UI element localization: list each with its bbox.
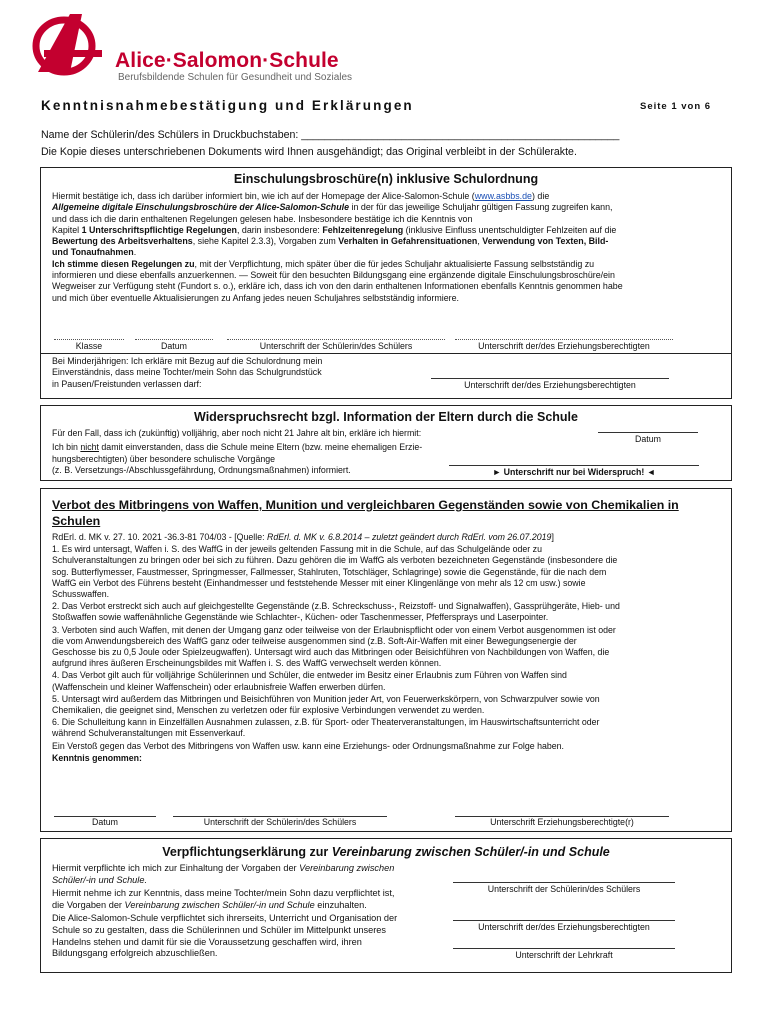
commitment-student-signature-line[interactable] xyxy=(453,882,675,883)
guardian-signature-line[interactable] xyxy=(455,339,673,340)
teacher-signature-line[interactable] xyxy=(453,948,675,949)
weapons-text: RdErl. d. MK v. 27. 10. 2021 -36.3-81 704/03 - [Quelle: RdErl. d. MK v. 6.8.2014 – zuletzt geändert durch RdErl. vom 26.07.2019] 1. Es wird untersagt, Waffen i. S. des WaffG in der jeweils geltenden Fassung mit in die Schule, auf das Schulgelände oder zu Schulveranstaltungen zu bringen oder bei sich zu führen. Dazu gehören die im WaffG als verboten bezeichneten Gegenstände (insbesondere die sog. Butterflymesser, Faustmesser, Springmesser, Fallmesser, Stahlruten, Totschläger, Schlagringe) sowie die Gegenstände, für die nach dem WaffG ein Verbot des Führens besteht (Einhandmesser und feststehende Messer mit einer Klingenlänge von mehr als 12 cm usw.) sowie Schusswaffen. 2. Das Verbot erstreckt sich auch auf gleichgestellte Gegenstände (z.B. Schreckschuss-, Reizstoff- und Signalwaffen), Gassprühgeräte, Hieb- und Stoßwaffen sowie waffenähnliche Gegenstände wie Schlachter-, Küchen- oder Taschenmesser, Pfeffersprays und Laserpointer. 3. Verboten sind auch Waffen, mit denen der Umgang ganz oder teilweise von der Erlaubnispflicht oder von einem Verbot ausgenommen ist oder die vom Anwendungsbereich des WaffG ganz oder teilweise ausgenommen sind (z.B. Soft-Air-Waffen mit einer Bewegungsenergie der Geschosse bis zu 0,5 Joule oder Spielzeugwaffen). Untersagt wird auch das Mitbringen oder Beisichführen von Nachbildungen von Waffen, die aufgrund ihres äußeren Erscheinungsbildes mit Waffen i. S. des WaffG verwechselt werden können. 4. Das Verbot gilt auch für volljährige Schülerinnen und Schüler, die entweder im Besitz einer Erlaubnis zum Führen von Waffen sind (Waffenschein und kleiner Waffenschein) oder erlaubnisfreie Waffen erwerben dürfen. 5. Untersagt wird außerdem das Mitbringen und Beisichführen von Munition jeder Art, von Feuerwerkskörpern, von Schwarzpulver sowie von Chemikalien, die geeignet sind, Menschen zu verletzen oder für explosive Verbindungen verwendet zu werden. 6. Die Schulleitung kann in Einzelfällen Ausnahmen zulassen, z.B. für Sport- oder Theaterveranstaltungen, im Hauswirtschaftsunterricht oder während Schulveranstaltungen mit Essenverkauf. Ein Verstoß gegen das Verbot des Mitbringens von Waffen usw. kann eine Erziehungs- oder Ordnungsmaßnahme zur Folge haben. Kenntnis genommen: xyxy=(52,532,728,764)
class-signature-line[interactable] xyxy=(54,339,124,340)
student-name-field[interactable]: Name der Schülerin/des Schülers in Druckbuchstaben: ______________________________________________________ xyxy=(41,129,620,141)
school-logo xyxy=(30,12,110,76)
date-signature-line[interactable] xyxy=(135,339,213,340)
commitment-guardian-signature-label: Unterschrift der/des Erziehungsberechtigten xyxy=(478,922,650,932)
student-signature-label: Unterschrift der Schülerin/des Schülers xyxy=(259,341,413,351)
copy-note: Die Kopie dieses unterschriebenen Dokuments wird Ihnen ausgehändigt; das Original verbleibt in der Schülerakte. xyxy=(41,146,577,158)
objection-text: Für den Fall, dass ich (zukünftig) volljährig, aber noch nicht 21 Jahre alt bin, erkläre ich hiermit: Ich bin nicht damit einverstanden, dass die Schule meine Eltern (bzw. meine ehemaligen Erzie- hungsberechtigten) über besondere schulische Vorgänge (z. B. Versetzungs-/Abschlussgefährdung, Ordnungsmaßnahmen) informiert. xyxy=(52,428,423,475)
objection-signature-line[interactable] xyxy=(449,465,699,466)
objection-section xyxy=(40,405,732,481)
brochure-text: Hiermit bestätige ich, dass ich darüber informiert bin, wie ich auf der Homepage der Alice-Salomon-Schule (www.asbbs.de) die Allgemeine digitale Einschulungsbroschüre der Alice-Salomon-Schule in der für das jeweilige Schuljahr gültigen Fassung zugreifen kann, und dass ich die darin enthaltenen Regelungen gelesen habe. Insbesondere bestätige ich die Kenntnis von Kapitel 1 Unterschriftspflichtige Regelungen, darin insbesondere: Fehlzeitenregelung (inklusive Einfluss unentschuldigter Fehlzeiten auf die Bewertung des Arbeitsverhaltens, siehe Kapitel 2.3.3), Vorgaben zum Verhalten in Gefahrensituationen, Verwendung von Texten, Bild- und Tonaufnahmen. Ich stimme diesen Regelungen zu, mit der Verpflichtung, mich später über die für jedes Schuljahr aktualisierte Fassung selbstständig zu informieren und diese ebenfalls anzuerkennen. — Soweit für den besuchten Bildungsgang eine ergänzende digitale Einschulungsbroschüre/ein Wegweiser zur Verfügung steht (Fundort s. o.), erkläre ich, dass ich von den darin enthaltenen Informationen ebenfalls Kenntnis genommen habe und mich über eventuelle Aktualisierungen zu Anfang jedes neuen Schuljahres selbstständig informiere. xyxy=(52,191,623,303)
divider xyxy=(41,353,731,354)
weapons-section xyxy=(40,488,732,832)
minor-guardian-signature-line[interactable] xyxy=(431,378,669,379)
commitment-title: Verpflichtungserklärung zur Vereinbarung zwischen Schüler/-in und Schule xyxy=(162,845,610,859)
date-label: Datum xyxy=(161,341,187,351)
homepage-link[interactable]: www.asbbs.de xyxy=(474,191,532,201)
teacher-signature-label: Unterschrift der Lehrkraft xyxy=(515,950,613,960)
minor-guardian-signature-label: Unterschrift der/des Erziehungsberechtigten xyxy=(464,380,636,390)
student-signature-line[interactable] xyxy=(227,339,445,340)
objection-title: Widerspruchsrecht bzgl. Information der Eltern durch die Schule xyxy=(194,410,578,424)
document-title: Kenntnisnahmebestätigung und Erklärungen xyxy=(41,98,414,113)
objection-date-label: Datum xyxy=(635,434,661,444)
commitment-student-signature-label: Unterschrift der Schülerin/des Schülers xyxy=(487,884,641,894)
brochure-title: Einschulungsbroschüre(n) inklusive Schulordnung xyxy=(233,172,539,186)
brochure-section xyxy=(40,167,732,399)
commitment-guardian-signature-line[interactable] xyxy=(453,920,675,921)
commitment-section xyxy=(40,838,732,973)
school-subtitle: Berufsbildende Schulen für Gesundheit und Soziales xyxy=(118,72,353,83)
class-label: Klasse xyxy=(75,341,103,351)
school-name: Alice·Salomon·Schule xyxy=(115,49,339,72)
noted-label: Kenntnis genommen: xyxy=(52,752,142,763)
guardian-signature-label: Unterschrift der/des Erziehungsberechtigten xyxy=(478,341,650,351)
minor-consent-text: Bei Minderjährigen: Ich erkläre mit Bezug auf die Schulordnung mein Einverständnis, dass meine Tochter/mein Sohn das Schulgrundstück in Pausen/Freistunden verlassen darf: xyxy=(52,356,323,389)
weapons-title: Verbot des Mitbringens von Waffen, Munition und vergleichbaren Gegenständen sowie von Chemikalien in Schulen xyxy=(52,498,679,528)
weapons-guardian-signature-label: Unterschrift Erziehungsberechtigte(r) xyxy=(490,817,634,827)
objection-date-line[interactable] xyxy=(598,432,698,433)
commitment-text: Hiermit verpflichte ich mich zur Einhaltung der Vorgaben der Vereinbarung zwischen Schüler/-in und Schule. Hiermit nehme ich zur Kenntnis, dass meine Tochter/mein Sohn dazu verpflichtet ist, die Vorgaben der Vereinbarung zwischen Schüler/-in und Schule einzuhalten. Die Alice-Salomon-Schule verpflichtet sich ihrerseits, Unterricht und Organisation der Schule so zu gestalten, dass die Schülerinnen und Schüler im Mittelpunkt unseres Handelns stehen und damit für sie die Voraussetzung geschaffen wird, ihren Bildungsgang erfolgreich abzuschließen. xyxy=(52,863,398,959)
objection-signature-label: ► Unterschrift nur bei Widerspruch! ◄ xyxy=(492,467,656,477)
weapons-student-signature-label: Unterschrift der Schülerin/des Schülers xyxy=(203,817,357,827)
page-number: Seite 1 von 6 xyxy=(640,101,712,112)
weapons-date-label: Datum xyxy=(92,817,118,827)
